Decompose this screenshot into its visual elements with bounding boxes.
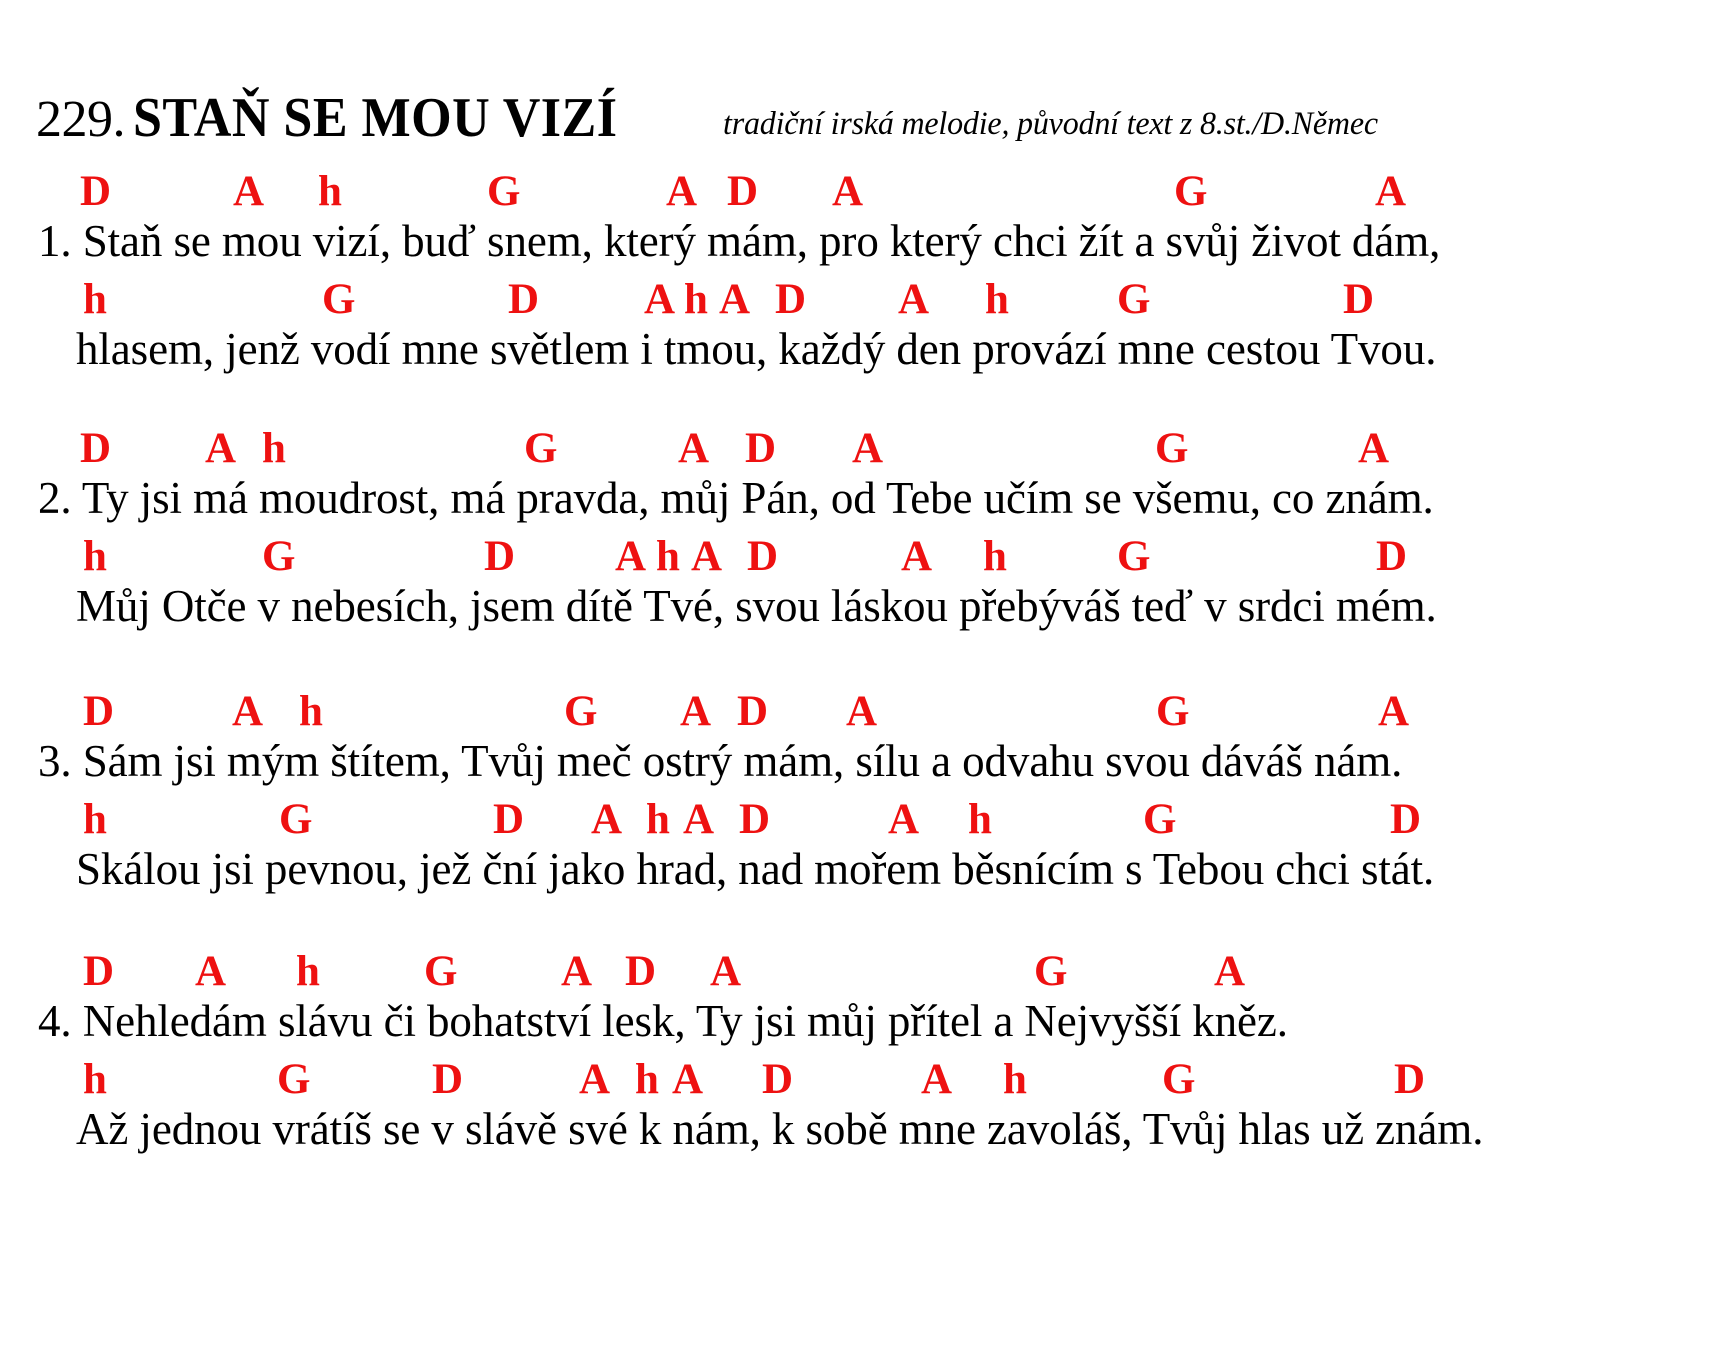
chord-label: D — [83, 688, 115, 735]
chord-label: D — [1343, 276, 1375, 323]
verse-line-block — [0, 690, 1736, 798]
chord-label: A — [680, 688, 712, 735]
lyric-text: Skálou jsi pevnou, jež ční jako hrad, nad mořem běsnícím s Tebou chci stát. — [76, 844, 1435, 894]
chord-label: A — [921, 1056, 953, 1103]
verse-line-block — [0, 798, 1736, 906]
verse-line-block — [0, 170, 1736, 278]
chord-label: A — [846, 688, 878, 735]
verse-line-block — [0, 427, 1736, 535]
chord-label: h — [83, 533, 107, 580]
chord-label: G — [487, 168, 521, 215]
chord-label: h — [1003, 1056, 1027, 1103]
chord-label: A — [1375, 168, 1407, 215]
chord-row — [0, 690, 1736, 742]
chord-label: A — [666, 168, 698, 215]
chord-label: h — [83, 796, 107, 843]
song-header — [0, 44, 1736, 149]
chord-label: h — [635, 1056, 659, 1103]
chord-row — [0, 535, 1736, 587]
chord-label: G — [1174, 168, 1208, 215]
chord-label: A — [691, 533, 723, 580]
lyric-text: Až jednou vrátíš se v slávě své k nám, k sobě mne zavoláš, Tvůj hlas už znám. — [76, 1104, 1484, 1154]
lyric-text: 4. Nehledám slávu či bohatství lesk, Ty jsi můj přítel a Nejvyšší kněz. — [38, 996, 1288, 1046]
chord-label: h — [83, 1056, 107, 1103]
chord-label: G — [1034, 948, 1068, 995]
song-number: 229. — [36, 91, 125, 148]
chord-label: A — [205, 425, 237, 472]
chord-label: A — [898, 276, 930, 323]
lyric-text: hlasem, jenž vodí mne světlem i tmou, každý den provází mne cestou Tvou. — [76, 324, 1437, 374]
chord-label: A — [683, 796, 715, 843]
lyric-row — [0, 581, 1736, 637]
lyric-text: 2. Ty jsi má moudrost, má pravda, můj Pán, od Tebe učím se všemu, co znám. — [38, 473, 1434, 523]
chord-label: A — [579, 1056, 611, 1103]
chord-label: h — [684, 276, 708, 323]
chord-label: A — [615, 533, 647, 580]
song-title: STAŇ SE MOU VIZÍ — [133, 87, 618, 149]
chord-label: A — [719, 276, 751, 323]
chord-label: h — [318, 168, 342, 215]
chord-label: A — [710, 948, 742, 995]
chord-row — [0, 798, 1736, 850]
chord-label: A — [832, 168, 864, 215]
chord-row — [0, 1058, 1736, 1110]
chord-label: A — [591, 796, 623, 843]
chord-label: A — [901, 533, 933, 580]
chord-label: D — [625, 948, 657, 995]
chord-label: D — [508, 276, 540, 323]
chord-label: A — [852, 425, 884, 472]
lyric-text: Můj Otče v nebesích, jsem dítě Tvé, svou láskou přebýváš teď v srdci mém. — [76, 581, 1437, 631]
chord-label: D — [739, 796, 771, 843]
lyric-row — [0, 996, 1736, 1052]
chord-label: D — [747, 533, 779, 580]
chord-row — [0, 950, 1736, 1002]
verse-line-block — [0, 1058, 1736, 1166]
chord-label: D — [484, 533, 516, 580]
lyric-row — [0, 216, 1736, 272]
chord-label: A — [1378, 688, 1410, 735]
chord-row — [0, 427, 1736, 479]
chord-label: D — [1390, 796, 1422, 843]
chord-label: G — [564, 688, 598, 735]
chord-label: D — [1394, 1056, 1426, 1103]
verse-line-block — [0, 535, 1736, 643]
chord-label: G — [262, 533, 296, 580]
chord-row — [0, 278, 1736, 330]
chord-row — [0, 170, 1736, 222]
chord-label: D — [1376, 533, 1408, 580]
chord-label: D — [737, 688, 769, 735]
chord-label: A — [232, 688, 264, 735]
lyric-text: 1. Staň se mou vizí, buď snem, který mám, pro který chci žít a svůj život dám, — [38, 216, 1441, 266]
chord-label: D — [727, 168, 759, 215]
chord-label: G — [322, 276, 356, 323]
lyric-row — [0, 324, 1736, 380]
chord-label: G — [524, 425, 558, 472]
chord-label: D — [493, 796, 525, 843]
lyric-row — [0, 844, 1736, 900]
chord-label: D — [745, 425, 777, 472]
chord-label: G — [424, 948, 458, 995]
chord-label: A — [644, 276, 676, 323]
chord-label: D — [432, 1056, 464, 1103]
chord-label: A — [1358, 425, 1390, 472]
song-credit: tradiční irská melodie, původní text z 8.st./D.Němec — [723, 106, 1378, 142]
chord-label: G — [1162, 1056, 1196, 1103]
chord-label: A — [195, 948, 227, 995]
chord-label: h — [262, 425, 286, 472]
chord-label: D — [83, 948, 115, 995]
chord-label: G — [1117, 533, 1151, 580]
chord-label: h — [299, 688, 323, 735]
chord-label: A — [678, 425, 710, 472]
lyric-row — [0, 736, 1736, 792]
chord-label: G — [279, 796, 313, 843]
chord-label: D — [775, 276, 807, 323]
chord-label: A — [233, 168, 265, 215]
chord-label: D — [80, 425, 112, 472]
verse-line-block — [0, 278, 1736, 386]
chord-label: G — [277, 1056, 311, 1103]
lyric-text: 3. Sám jsi mým štítem, Tvůj meč ostrý mám, sílu a odvahu svou dáváš nám. — [38, 736, 1403, 786]
chord-label: A — [888, 796, 920, 843]
chord-label: h — [985, 276, 1009, 323]
chord-label: A — [561, 948, 593, 995]
chord-label: h — [656, 533, 680, 580]
chord-label: h — [296, 948, 320, 995]
chord-label: h — [83, 276, 107, 323]
chord-label: h — [646, 796, 670, 843]
chord-label: D — [80, 168, 112, 215]
lyric-row — [0, 1104, 1736, 1160]
chord-label: h — [983, 533, 1007, 580]
chord-label: G — [1155, 425, 1189, 472]
chord-label: G — [1143, 796, 1177, 843]
verse-line-block — [0, 950, 1736, 1058]
lyric-row — [0, 473, 1736, 529]
chord-label: D — [762, 1056, 794, 1103]
chord-label: A — [1214, 948, 1246, 995]
chord-label: G — [1117, 276, 1151, 323]
chord-label: h — [968, 796, 992, 843]
chord-label: G — [1156, 688, 1190, 735]
chord-label: A — [672, 1056, 704, 1103]
